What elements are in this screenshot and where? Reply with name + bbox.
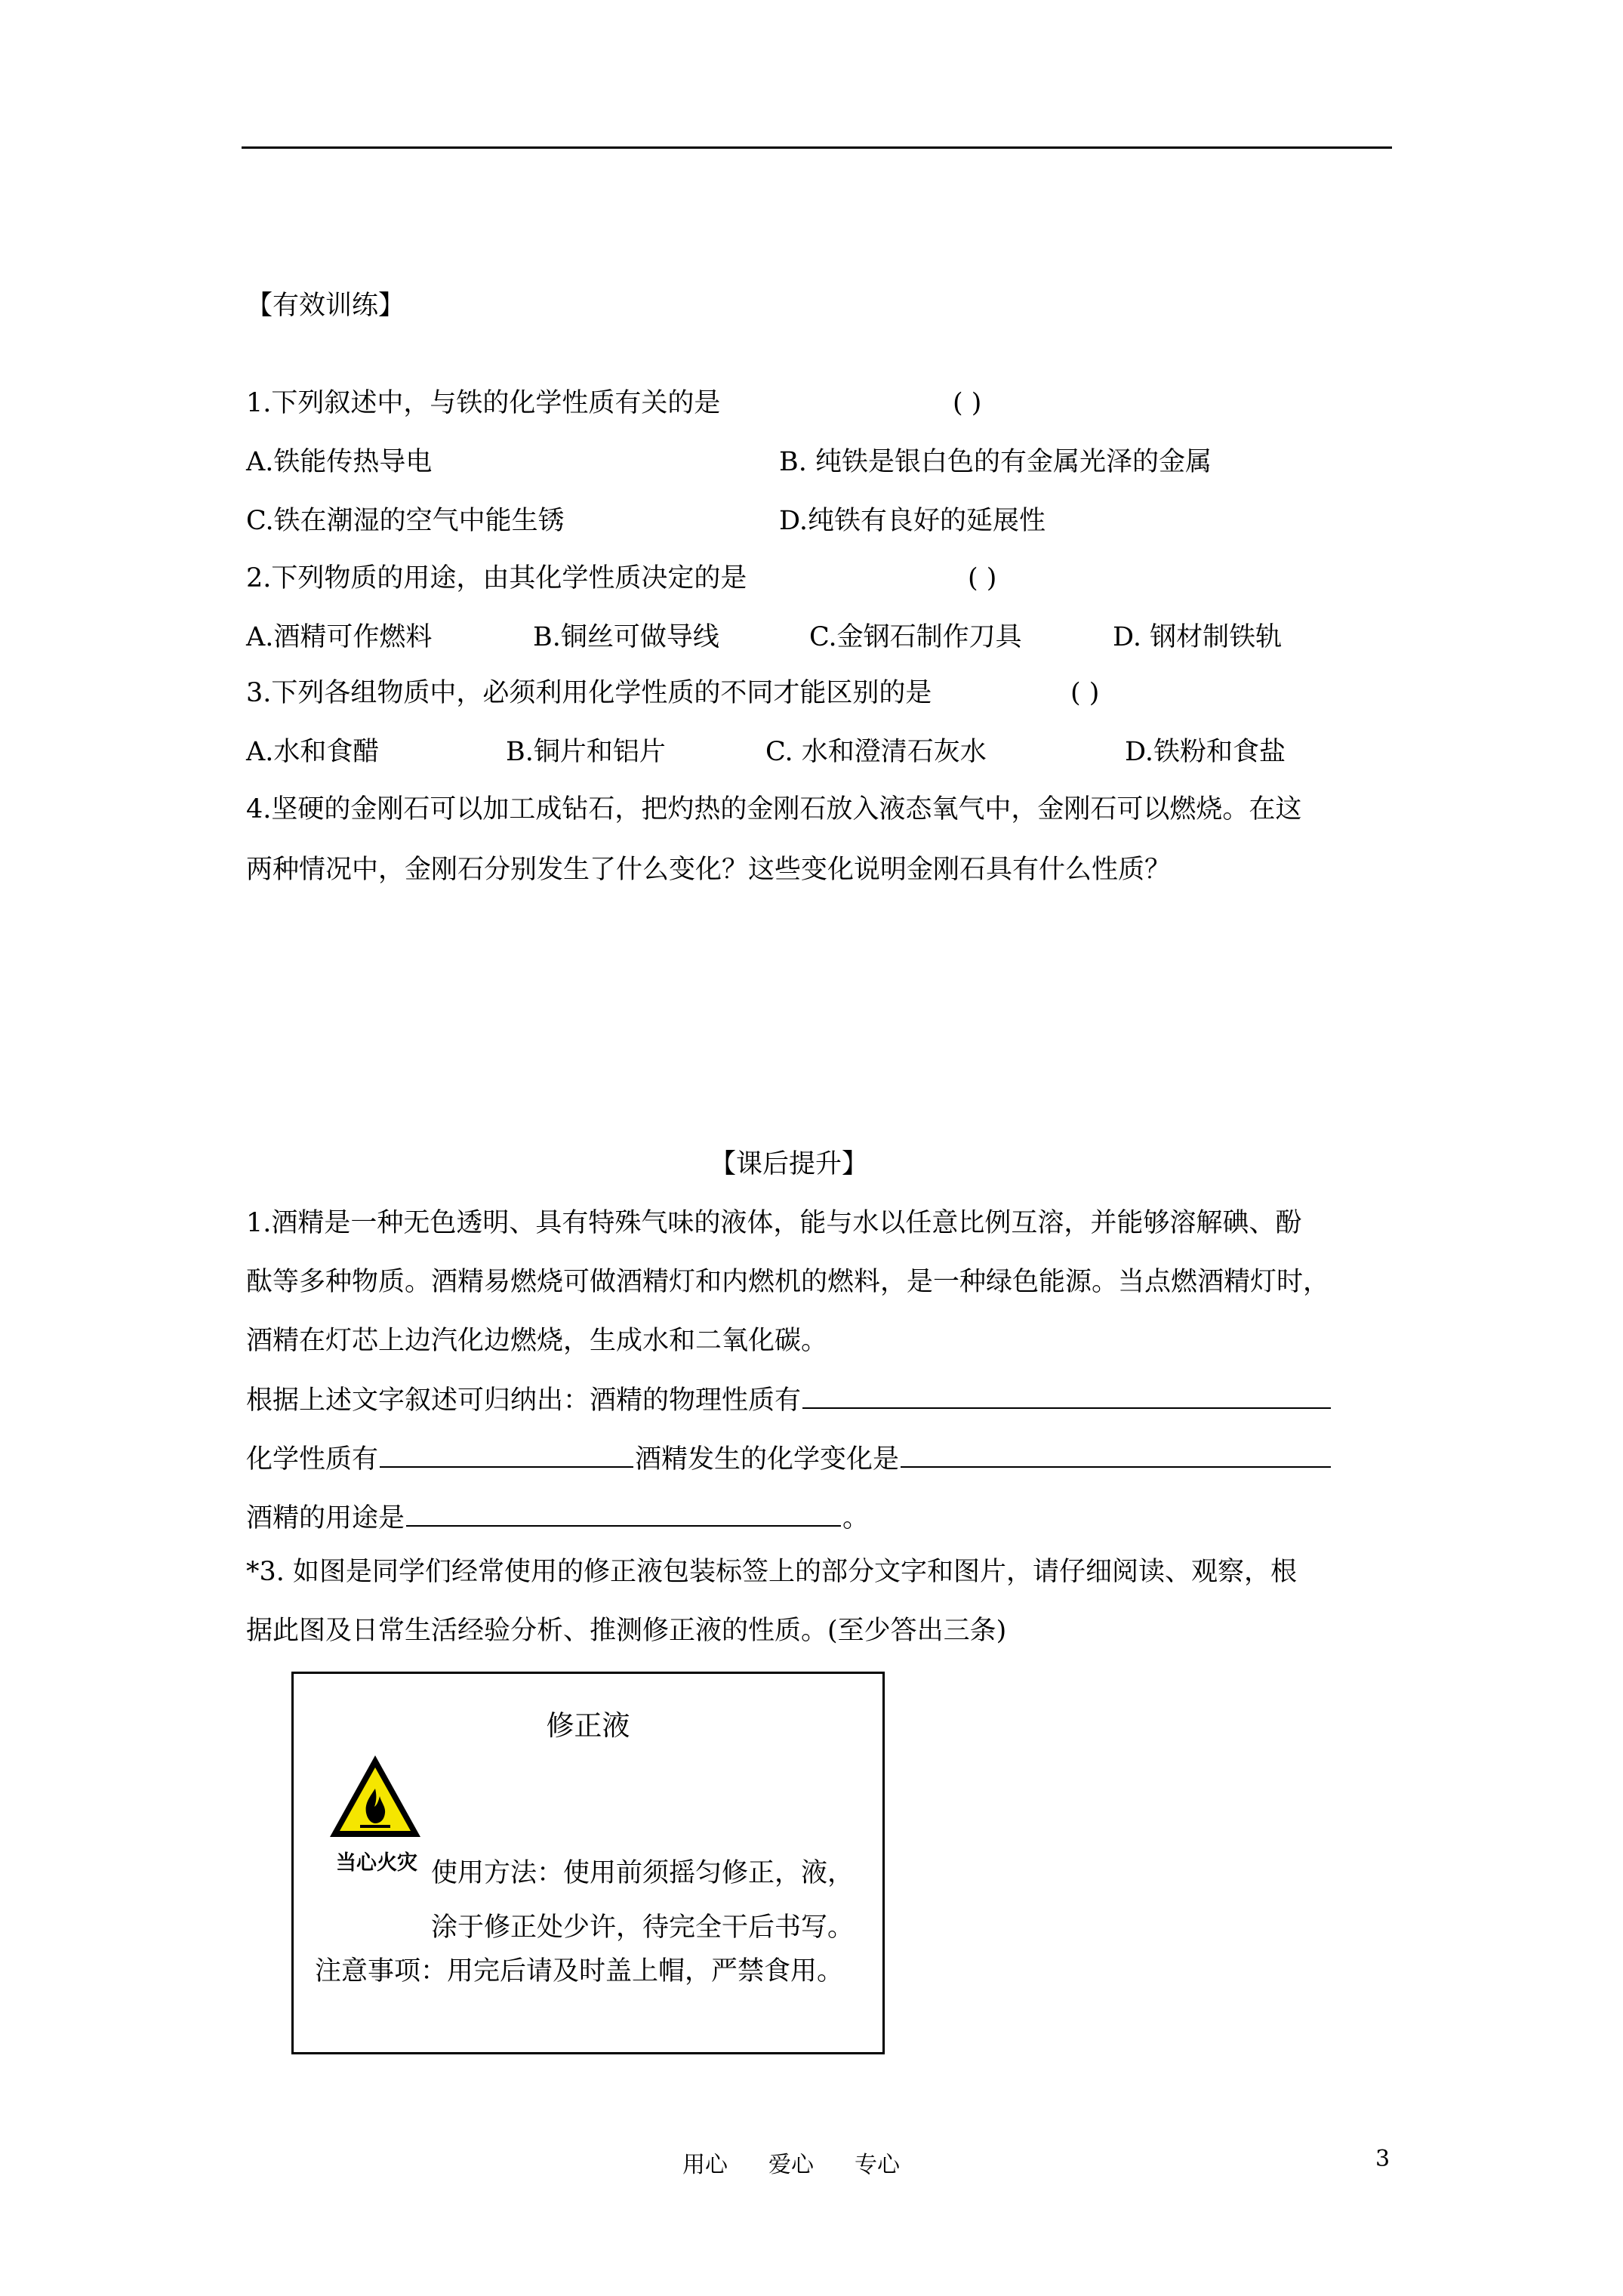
fill-prompt-physical: 根据上述文字叙述可归纳出：酒精的物理性质有 xyxy=(246,1385,802,1416)
answer-blank-chemical[interactable] xyxy=(380,1441,633,1468)
section-title-after-class: 【课后提升】 xyxy=(710,1149,869,1179)
fill-prompt-use: 酒精的用途是 xyxy=(246,1503,405,1533)
q2-option-a: A.酒精可作燃料 xyxy=(246,622,433,652)
fill-line-3 xyxy=(246,1499,869,1535)
correction-fluid-label xyxy=(291,1672,885,2054)
q4-line-2: 两种情况中，金刚石分别发生了什么变化？这些变化说明金刚石具有什么性质？ xyxy=(246,855,1172,885)
fill-prompt-chemical: 化学性质有 xyxy=(246,1444,379,1475)
q1-option-b: B. 纯铁是银白色的有金属光泽的金属 xyxy=(779,447,1212,477)
q1-option-d: D.纯铁有良好的延展性 xyxy=(779,506,1046,536)
q3-option-c: C. 水和澄清石灰水 xyxy=(765,737,987,767)
footer-word-1: 用心 xyxy=(682,2152,728,2178)
answer-blank-physical[interactable] xyxy=(802,1382,1331,1409)
label-usage-line-1: 使用方法：使用前须摇匀修正，液， xyxy=(431,1858,855,1888)
q3-answer-paren: ( ) xyxy=(1070,678,1100,708)
q1-answer-paren: ( ) xyxy=(953,388,982,418)
page-number: 3 xyxy=(1375,2146,1390,2172)
q1-stem: 1.下列叙述中，与铁的化学性质有关的是 xyxy=(246,388,721,418)
q3-option-a: A.水和食醋 xyxy=(246,737,380,767)
q2-stem: 2.下列物质的用途，由其化学性质决定的是 xyxy=(246,563,747,593)
label-title: 修正液 xyxy=(546,1709,630,1742)
p1-line-2: 酞等多种物质。酒精易燃烧可做酒精灯和内燃机的燃料，是一种绿色能源。当点燃酒精灯时， xyxy=(246,1267,1330,1297)
header-rule xyxy=(242,146,1392,149)
q1-option-c: C.铁在潮湿的空气中能生锈 xyxy=(246,506,565,536)
footer-word-2: 爱心 xyxy=(768,2152,814,2178)
label-usage-line-2: 涂于修正处少许，待完全干后书写。 xyxy=(431,1912,855,1943)
p1-line-3: 酒精在灯芯上边汽化边燃烧，生成水和二氧化碳。 xyxy=(246,1326,828,1356)
fill-end-mark: 。 xyxy=(842,1503,870,1533)
section-title-training: 【有效训练】 xyxy=(246,291,405,321)
q3-stem: 3.下列各组物质中，必须利用化学性质的不同才能区别的是 xyxy=(246,678,932,708)
q3-option-b: B.铜片和铝片 xyxy=(506,737,666,767)
q2-answer-paren: ( ) xyxy=(968,563,997,593)
fill-prompt-change: 酒精发生的化学变化是 xyxy=(635,1444,900,1475)
fill-line-2 xyxy=(246,1441,1332,1476)
fire-warning-icon xyxy=(327,1752,423,1841)
answer-blank-change[interactable] xyxy=(901,1441,1331,1468)
label-note: 注意事项：用完后请及时盖上帽，严禁食用。 xyxy=(315,1956,844,1986)
q2-option-d: D. 钢材制铁轨 xyxy=(1113,622,1283,652)
q3-extra-line-2: 据此图及日常生活经验分析、推测修正液的性质。(至少答出三条) xyxy=(246,1616,1007,1646)
answer-blank-use[interactable] xyxy=(406,1499,841,1527)
q2-option-c: C.金钢石制作刀具 xyxy=(809,622,1022,652)
q2-option-b: B.铜丝可做导线 xyxy=(533,622,719,652)
p1-line-1: 1.酒精是一种无色透明、具有特殊气味的液体，能与水以任意比例互溶，并能够溶解碘、酚 xyxy=(246,1208,1302,1238)
footer-word-3: 专心 xyxy=(855,2152,900,2178)
fill-line-1 xyxy=(246,1382,1332,1417)
q3-extra-line-1: *3. 如图是同学们经常使用的修正液包装标签上的部分文字和图片，请仔细阅读、观察，根 xyxy=(246,1557,1298,1587)
q4-line-1: 4.坚硬的金刚石可以加工成钻石，把灼热的金刚石放入液态氧气中，金刚石可以燃烧。在这 xyxy=(246,794,1302,824)
q1-option-a: A.铁能传热导电 xyxy=(246,447,433,477)
q3-option-d: D.铁粉和食盐 xyxy=(1125,737,1286,767)
fire-warning-text: 当心火灾 xyxy=(336,1851,417,1875)
